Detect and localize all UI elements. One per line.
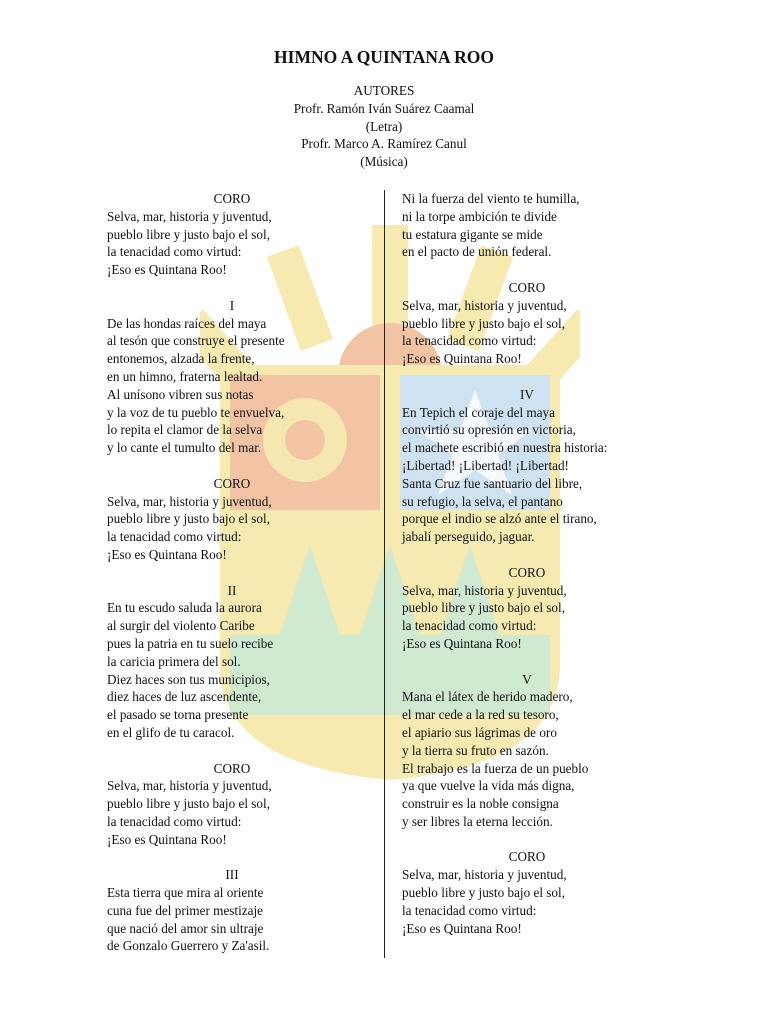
verse-line: construir es la noble consigna xyxy=(402,796,559,812)
verse-line: ¡Libertad! ¡Libertad! ¡Libertad! xyxy=(402,457,569,473)
verse-line: pueblo libre y justo bajo el sol, xyxy=(107,796,270,812)
verse-line: Esta tierra que mira al oriente xyxy=(107,885,264,901)
verse-line: Mana el látex de herido madero, xyxy=(402,689,573,705)
stanza xyxy=(402,279,652,368)
verse-line: De las hondas raíces del maya xyxy=(107,315,267,331)
stanza xyxy=(402,671,652,831)
verse-line: Al unísono vibren sus notas xyxy=(107,386,254,402)
stanza-label: IV xyxy=(520,386,534,402)
verse-line: pueblo libre y justo bajo el sol, xyxy=(402,885,565,901)
verse-line: el machete escribió en nuestra historia: xyxy=(402,440,608,456)
stanza xyxy=(107,582,357,742)
verse-line: convirtió su opresión en victoria, xyxy=(402,422,576,438)
document-header xyxy=(0,46,768,171)
stanza xyxy=(107,297,357,457)
verse-line: y ser libres la eterna lección. xyxy=(402,813,553,829)
verse-line: En Tepich el coraje del maya xyxy=(402,404,555,420)
verse-line: pueblo libre y justo bajo el sol, xyxy=(402,600,565,616)
verse-line: la tenacidad como virtud: xyxy=(107,244,242,260)
verse-line: ni la torpe ambición te divide xyxy=(402,208,557,224)
verse-line: tu estatura gigante se mide xyxy=(402,226,543,242)
verse-line: el mar cede a la red su tesoro, xyxy=(402,707,559,723)
verse-line: Selva, mar, historia y juventud, xyxy=(107,493,272,509)
stanza-label: III xyxy=(225,867,239,883)
verse-line: Diez haces son tus municipios, xyxy=(107,671,270,687)
verse-line: jabalí perseguido, jaguar. xyxy=(402,529,535,545)
stanza xyxy=(107,866,357,955)
stanza-label: CORO xyxy=(213,760,251,776)
verse-line: el apiario sus lágrimas de oro xyxy=(402,724,557,740)
verse-line: ya que vuelve la vida más digna, xyxy=(402,778,575,794)
verse-line: cuna fue del primer mestizaje xyxy=(107,902,263,918)
verse-line: Selva, mar, historia y juventud, xyxy=(107,778,272,794)
stanza xyxy=(402,190,652,261)
stanza-label: CORO xyxy=(508,849,546,865)
verse-line: lo repita el clamor de la selva xyxy=(107,422,263,438)
verse-line: Selva, mar, historia y juventud, xyxy=(107,208,272,224)
stanza-label: V xyxy=(522,671,532,687)
stanza xyxy=(402,386,652,546)
verse-line: ¡Eso es Quintana Roo! xyxy=(402,920,522,936)
verse-line: pueblo libre y justo bajo el sol, xyxy=(402,315,565,331)
stanza-label: CORO xyxy=(213,191,251,206)
verse-line: la tenacidad como virtud: xyxy=(402,618,537,634)
verse-line: ¡Eso es Quintana Roo! xyxy=(402,635,522,651)
stanza xyxy=(107,475,357,564)
verse-line: al tesón que construye el presente xyxy=(107,333,285,349)
credits-heading: AUTORES xyxy=(353,83,415,98)
composer-role: (Música) xyxy=(360,154,408,170)
verse-line: la tenacidad como virtud: xyxy=(402,902,537,918)
verse-line: la tenacidad como virtud: xyxy=(107,813,242,829)
verse-line: ¡Eso es Quintana Roo! xyxy=(107,831,227,847)
left-column xyxy=(107,190,357,973)
stanza-label: CORO xyxy=(213,475,251,491)
lyricist-role: (Letra) xyxy=(365,118,403,134)
verse-line: que nació del amor sin ultraje xyxy=(107,920,264,936)
composer-name: Profr. Marco A. Ramírez Canul xyxy=(301,136,467,152)
verse-line: la tenacidad como virtud: xyxy=(107,529,242,545)
verse-line: Santa Cruz fue santuario del libre, xyxy=(402,475,583,491)
verse-line: al surgir del violento Caribe xyxy=(107,618,255,634)
stanza-label: I xyxy=(229,297,235,313)
verse-line: de Gonzalo Guerrero y Za'asil. xyxy=(107,938,270,954)
verse-line: pues la patria en tu suelo recibe xyxy=(107,635,274,651)
verse-line: porque el indio se alzó ante el tirano, xyxy=(402,511,597,527)
verse-line: en el pacto de unión federal. xyxy=(402,244,552,260)
page-title: HIMNO A QUINTANA ROO xyxy=(274,47,494,67)
verse-line: y lo cante el tumulto del mar. xyxy=(107,440,262,456)
verse-line: En tu escudo saluda la aurora xyxy=(107,600,262,616)
verse-line: Selva, mar, historia y juventud, xyxy=(402,582,567,598)
verse-line: su refugio, la selva, el pantano xyxy=(402,493,563,509)
verse-line: el pasado se torna presente xyxy=(107,707,249,723)
stanza xyxy=(402,848,652,937)
right-column xyxy=(402,190,652,955)
verse-line: ¡Eso es Quintana Roo! xyxy=(107,546,227,562)
stanza xyxy=(107,760,357,849)
stanza-label: II xyxy=(227,582,237,598)
verse-line: pueblo libre y justo bajo el sol, xyxy=(107,226,270,242)
stanza xyxy=(107,190,357,279)
verse-line: la caricia primera del sol. xyxy=(107,653,241,669)
verse-line: Selva, mar, historia y juventud, xyxy=(402,297,567,313)
credits xyxy=(0,82,768,171)
verse-line: diez haces de luz ascendente, xyxy=(107,689,262,705)
verse-line: y la tierra su fruto en sazón. xyxy=(402,742,549,758)
verse-line: pueblo libre y justo bajo el sol, xyxy=(107,511,270,527)
verse-line: ¡Eso es Quintana Roo! xyxy=(107,262,227,278)
verse-line: la tenacidad como virtud: xyxy=(402,333,537,349)
column-divider xyxy=(384,190,385,958)
stanza-label: CORO xyxy=(508,279,546,295)
lyricist-name: Profr. Ramón Iván Suárez Caamal xyxy=(293,100,475,116)
stanza xyxy=(402,564,652,653)
verse-line: El trabajo es la fuerza de un pueblo xyxy=(402,760,589,776)
verse-line: ¡Eso es Quintana Roo! xyxy=(402,351,522,367)
verse-line: en un himno, fraterna lealtad. xyxy=(107,368,263,384)
verse-line: en el glifo de tu caracol. xyxy=(107,724,235,740)
verse-line: y la voz de tu pueblo te envuelva, xyxy=(107,404,285,420)
verse-line: entonemos, alzada la frente, xyxy=(107,351,255,367)
stanza-label: CORO xyxy=(508,564,546,580)
verse-line: Ni la fuerza del viento te humilla, xyxy=(402,191,580,206)
verse-line: Selva, mar, historia y juventud, xyxy=(402,867,567,883)
